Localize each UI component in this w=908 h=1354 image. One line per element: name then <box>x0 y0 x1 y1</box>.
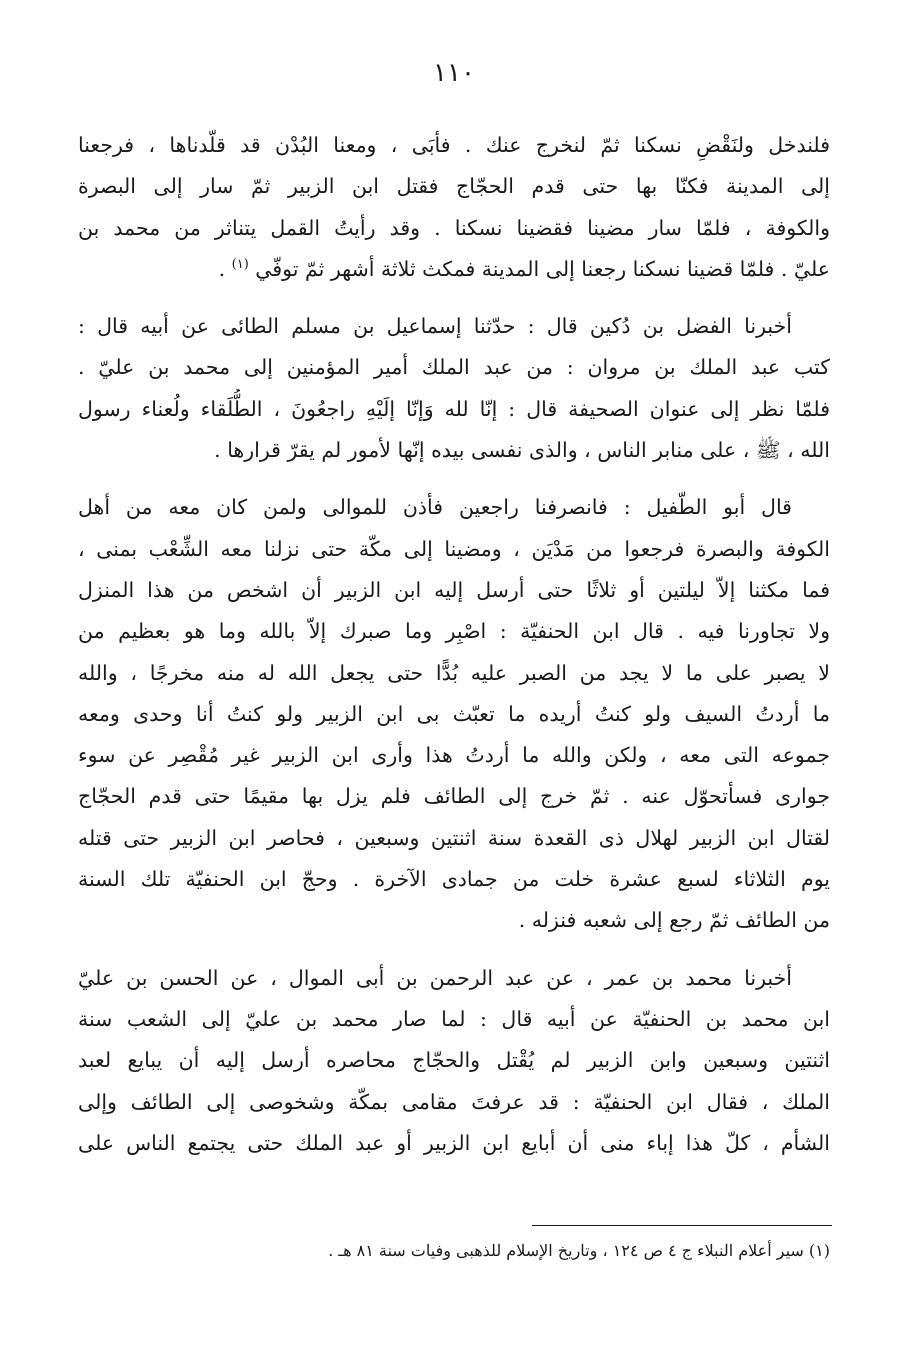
line-end-punctuation: . <box>218 256 232 281</box>
text-line: الشأم ، كلّ هذا إباء منى أن أبايع ابن الزبير أو عبد الملك حتى يجتمع الناس على <box>78 1130 830 1155</box>
paragraph <box>78 306 830 471</box>
text-line: لقتال ابن الزبير لهلال ذى القعدة سنة اثنتين وسبعين ، فحاصر ابن الزبير حتى قتله <box>78 825 830 850</box>
paragraph <box>78 125 830 290</box>
line-text: عليّ . فلمّا قضينا نسكنا رجعنا إلى المدينة فمكث ثلاثة أشهر ثمّ توفّي <box>255 256 830 281</box>
text-line: والكوفة ، فلمّا سار مضينا فقضينا نسكنا . وقد رأيتُ القمل يتناثر من محمد بن <box>78 215 830 240</box>
text-line: اثنتين وسبعين وابن الزبير لم يُقْتل والحجّاج محاصره أرسل إليه أن يبايع لعبد <box>78 1048 830 1073</box>
text-line: أخبرنا الفضل بن دُكين قال : حدّثنا إسماعيل بن مسلم الطائى عن أبيه قال : <box>78 314 792 339</box>
footnote-divider <box>532 1225 832 1226</box>
paragraph <box>78 487 830 941</box>
footnote-reference: (١) <box>231 257 249 273</box>
text-line: ابن محمد بن الحنفيّة عن أبيه قال : لما صار محمد بن عليّ إلى الشعب سنة <box>78 1006 830 1031</box>
text-line: يوم الثلاثاء لسبع عشرة خلت من جمادى الآخرة . وحجّ ابن الحنفيّة تلك السنة <box>78 867 830 892</box>
body-text <box>78 125 830 1180</box>
text-line: إلى المدينة فكنّا بها حتى قدم الحجّاج فقتل ابن الزبير ثمّ سار إلى البصرة <box>78 174 830 199</box>
text-line: لا يصبر على ما لا يجد من الصبر عليه بُدًّا حتى يجعل الله له منه مخرجًا ، والله <box>78 660 830 685</box>
text-line: جوارى فسأتحوّل عنه . ثمّ خرج إلى الطائف فلم يزل بها مقيمًا حتى قدم الحجّاج <box>78 784 830 809</box>
page-number: ١١٠ <box>433 58 475 88</box>
text-line <box>78 249 830 290</box>
text-line: كتب عبد الملك بن مروان : من عبد الملك أمير المؤمنين إلى محمد بن عليّ . <box>78 355 830 380</box>
text-line: من الطائف ثمّ رجع إلى شعبه فنزله . <box>518 908 830 933</box>
paragraph <box>78 958 830 1164</box>
text-line: قال أبو الطّفيل : فانصرفنا راجعين فأذن للموالى ولمن كان معه من أهل <box>78 495 792 520</box>
text-line: فلندخل ولنَقْضِ نسكنا ثمّ لنخرج عنك . فأبَى ، ومعنا البُدْن قد قلّدناها ، فرجعنا <box>78 133 830 157</box>
text-line: أخبرنا محمد بن عمر ، عن عبد الرحمن بن أبى الموال ، عن الحسن بن عليّ <box>78 965 792 990</box>
text-line: فلمّا نظر إلى عنوان الصحيفة قال : إنّا لله وَإنّا إلَيْهِ راجعُونَ ، الطُّلَقاء ولُعناء رسول <box>78 396 830 421</box>
text-line: فما مكثنا إلاّ ليلتين أو ثلاثًا حتى أرسل إليه ابن الزبير أن اشخص من هذا المنزل <box>78 577 830 602</box>
text-line: الكوفة والبصرة فرجعوا من مَدْيَن ، ومضينا إلى مكّة حتى نزلنا معه الشِّعْب بمنى ، <box>78 536 830 561</box>
text-line: جموعه التى معه ، ولكن والله ما أردتُ هذا وأرى ابن الزبير غير مُقْصِر عن سوء <box>78 743 830 768</box>
footnote: (١) سير أعلام النبلاء ج ٤ ص ١٢٤ ، وتاريخ الإسلام للذهبى وفيات سنة ٨١ هـ . <box>328 1241 830 1260</box>
text-line: الله ، ﷺ ، على منابر الناس ، والذى نفسى بيده إنّها لأمور لم يقرّ قرارها . <box>214 438 830 463</box>
text-line: الملك ، فقال ابن الحنفيّة : قد عرفتَ مقامى بمكّة وشخوصى إلى الطائف وإلى <box>78 1089 830 1114</box>
text-line: ما أردتُ السيف ولو كنتُ أريده ما تعبّث بى ابن الزبير ولو كنتُ أنا وحدى ومعه <box>78 701 830 726</box>
text-line: ولا تجاورنا فيه . قال ابن الحنفيّة : اصْبِر وما صبرك إلاّ بالله وما هو بعظيم من <box>78 619 830 644</box>
